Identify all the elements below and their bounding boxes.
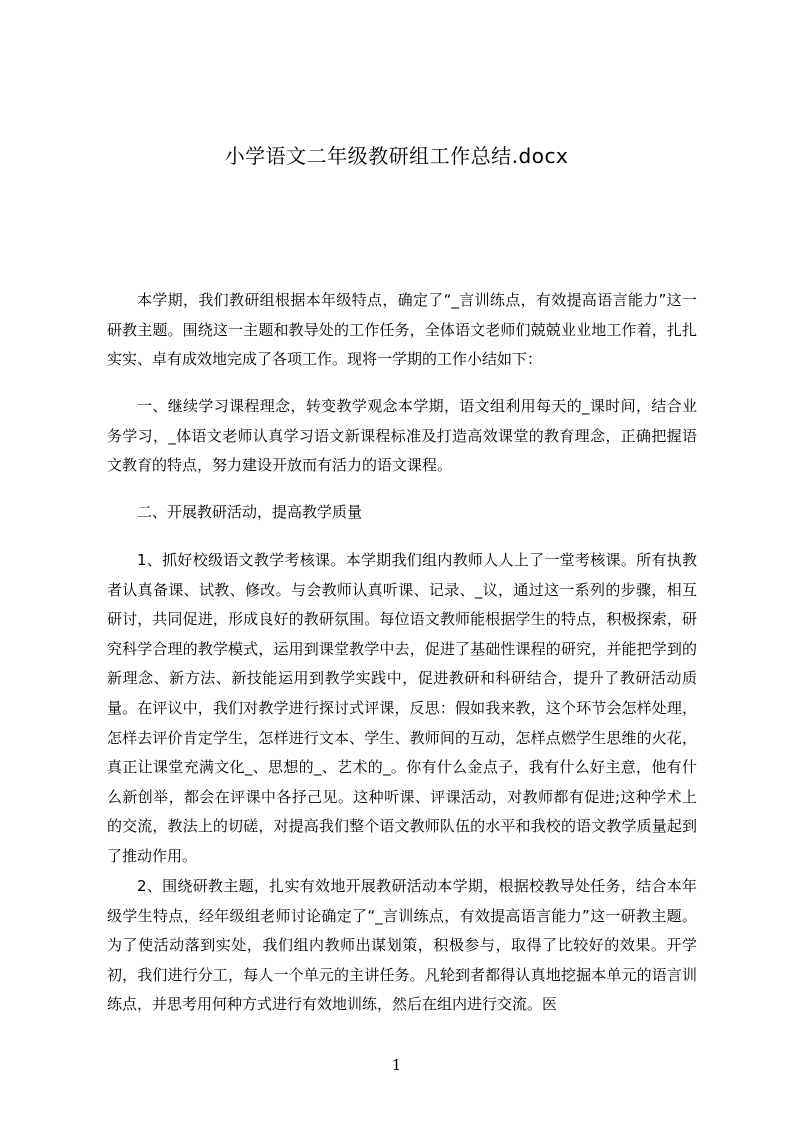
paragraph-text: 2、围绕研教主题，扎实有效地开展教研活动本学期，根据校教导处任务，结合本年级学生特点，经年级组老师讨论确定了“_言训练点，有效提高语言能力”这一研教主题。为了使活动落到实处，我们组内教师出谋划策，积极参与，取得了比较好的效果。开学初，我们进行分工，每人一个单元的主讲任务。凡轮到者都得认真地挖掘本单元的语言训练点，并思考用何种方式进行有效地训练，然后在组内进行交流。医 (107, 877, 697, 1014)
heading-text: 二、开展教研活动，提高教学质量 (137, 503, 363, 521)
paragraph-item-2 (107, 872, 697, 1020)
paragraph-item-1 (107, 546, 697, 872)
document-title: 小学语文二年级教研组工作总结.docx (224, 144, 569, 168)
section-heading-2 (107, 498, 697, 528)
paragraph-section-1 (107, 392, 697, 481)
paragraph-text: 一、继续学习课程理念，转变教学观念本学期，语文组利用每天的_课时间，结合业务学习，_体语文老师认真学习语文新课程标准及打造高效课堂的教育理念，正确把握语文教育的特点，努力建设开放而有活力的语文课程。 (107, 397, 697, 475)
paragraph-intro (107, 286, 697, 375)
page-number: 1 (391, 1056, 402, 1074)
paragraph-text: 1、抓好校级语文教学考核课。本学期我们组内教师人人上了一堂考核课。所有执教者认真备课、试教、修改。与会教师认真听课、记录、_议，通过这一系列的步骤，相互研讨，共同促进，形成良好的教研氛围。每位语文教师能根据学生的特点，积极探索，研究科学合理的教学模式，运用到课堂教学中去，促进了基础性课程的研究，并能把学到的新理念、新方法、新技能运用到教学实践中，促进教研和科研结合，提升了教研活动质量。在评议中，我们对教学进行探讨式评课，反思：假如我来教，这个环节会怎样处理，怎样去评价肯定学生，怎样进行文本、学生、教师间的互动，怎样点燃学生思维的火花，真正让课堂充满文化_、思想的_、艺术的_。你有什么金点子，我有什么好主意，他有什么新创举，都会在评课中各抒己见。这种听课、评课活动，对教师都有促进;这种学术上的交流，教法上的切磋，对提高我们整个语文教师队伍的水平和我校的语文教学质量起到了推动作用。 (107, 551, 697, 865)
paragraph-text: 本学期，我们教研组根据本年级特点，确定了“_言训练点，有效提高语言能力”这一研教主题。围绕这一主题和教导处的工作任务，全体语文老师们兢兢业业地工作着，扎扎实实、卓有成效地完成了各项工作。现将一学期的工作小结如下： (107, 291, 697, 369)
